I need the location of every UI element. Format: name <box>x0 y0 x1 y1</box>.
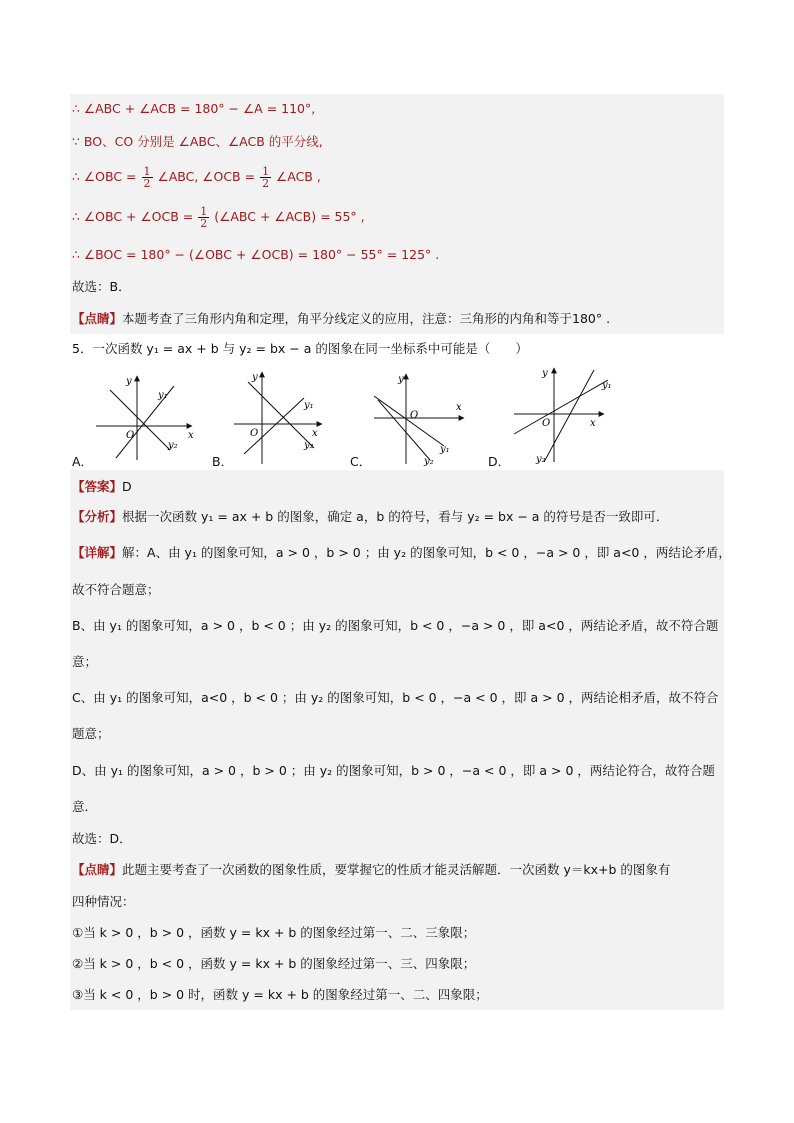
detail-tag: 【详解】 <box>72 545 123 560</box>
choice-b-line <box>72 278 131 296</box>
option-b[interactable]: B． <box>212 454 234 469</box>
detail-text: B、由 y₁ 的图象可知，a > 0 ，b < 0 ；由 y₂ 的图象可知，b < 0 ，−a > 0 ，即 a<0 ，两结论矛盾，故不符合题 <box>72 618 719 633</box>
proof-line-3 <box>72 162 321 192</box>
analysis-tag: 【分析】 <box>72 509 123 524</box>
choice-d-line <box>72 830 132 848</box>
point2-text: 四种情况： <box>72 894 135 909</box>
proof-text: ∠ABC, ∠OCB = <box>157 169 256 184</box>
graph-c <box>370 370 470 466</box>
case-text: ②当 k > 0 ，b < 0 ，函数 y = kx + b 的图象经过第一、三、四象限； <box>72 956 476 971</box>
point2-line-1 <box>72 861 670 879</box>
choice-text: 故选：B． <box>72 279 131 294</box>
proof-text: ∴ ∠OBC + ∠OCB = <box>72 209 194 224</box>
svg-text:O: O <box>126 430 135 441</box>
svg-text:O: O <box>250 428 259 439</box>
detail-text: 解：A、由 y₁ 的图象可知，a > 0 ，b > 0 ；由 y₂ 的图象可知，b < 0 ，−a > 0 ，即 a<0 ，两结论矛盾， <box>122 545 731 560</box>
question-text: 5．一次函数 y₁ = ax + b 与 y₂ = bx − a 的图象在同一坐标系中可能是（ ） <box>72 341 528 356</box>
svg-text:y₂: y₂ <box>304 440 314 451</box>
case-line-3 <box>72 986 488 1004</box>
svg-text:y₁: y₁ <box>158 390 168 401</box>
svg-text:O: O <box>410 410 419 421</box>
detail-line-1 <box>72 544 731 562</box>
graph-a <box>92 370 198 462</box>
graph-b <box>232 368 332 466</box>
detail-text: 题意； <box>72 726 110 741</box>
analysis-text: 根据一次函数 y₁ = ax + b 的图象，确定 a，b 的符号，看与 y₂ = bx − a 的符号是否一致即可． <box>122 509 669 524</box>
fraction-half: $\frac{1}{2}$ <box>262 165 270 190</box>
answer-tag: 【答案】 <box>72 479 123 494</box>
svg-text:x: x <box>188 430 194 441</box>
proof-line-2 <box>72 133 323 151</box>
option-c[interactable]: C． <box>350 454 372 469</box>
detail-line-4 <box>72 653 97 671</box>
svg-text:y₂: y₂ <box>168 440 178 451</box>
detail-text: C、由 y₁ 的图象可知，a<0 ，b < 0 ；由 y₂ 的图象可知，b < 0 ，−a < 0 ，即 a > 0 ，两结论相矛盾，故不符合 <box>72 690 719 705</box>
point-text: 本题考查了三角形内角和定理，角平分线定义的应用，注意：三角形的内角和等于180° . <box>122 311 611 326</box>
svg-text:x: x <box>456 402 462 413</box>
case-line-2 <box>72 955 475 973</box>
svg-text:y: y <box>126 376 132 387</box>
detail-line-2 <box>72 581 160 599</box>
svg-text:x: x <box>312 428 318 439</box>
svg-text:y₁: y₁ <box>602 380 612 391</box>
question-line <box>72 340 528 358</box>
proof-text: ∴ ∠OBC = <box>72 169 137 184</box>
option-d[interactable]: D． <box>488 454 511 469</box>
detail-text: D、由 y₁ 的图象可知，a > 0 ，b > 0 ；由 y₂ 的图象可知，b > 0 ，−a < 0 ，即 a > 0 ，两结论符合，故符合题 <box>72 763 715 778</box>
detail-line-5 <box>72 689 719 707</box>
option-a[interactable]: A． <box>72 454 94 469</box>
fraction-half: $\frac{1}{2}$ <box>143 165 151 190</box>
svg-text:x: x <box>590 418 596 429</box>
fraction-half: $\frac{1}{2}$ <box>200 205 208 230</box>
answer-value: D <box>122 479 132 494</box>
point-line <box>72 310 610 328</box>
choice-text: 故选：D． <box>72 831 132 846</box>
point2-text: 此题主要考查了一次函数的图象性质，要掌握它的性质才能灵活解题．一次函数 y＝kx+b 的图象有 <box>122 862 671 877</box>
svg-text:y: y <box>398 374 404 385</box>
proof-text: ∠ACB , <box>276 169 321 184</box>
point-tag: 【点睛】 <box>72 311 123 326</box>
svg-text:y₁: y₁ <box>304 400 314 411</box>
case-line-1 <box>72 924 475 942</box>
svg-text:O: O <box>542 418 551 429</box>
svg-text:y₂: y₂ <box>424 456 434 466</box>
proof-text: ∴ ∠ABC + ∠ACB = 180° − ∠A = 110°, <box>72 101 316 116</box>
proof-text: ∴ ∠BOC = 180° − (∠OBC + ∠OCB) = 180° − 55° = 125° . <box>72 247 440 262</box>
point2-line-2 <box>72 893 135 911</box>
svg-text:y: y <box>542 368 548 379</box>
proof-line-4 <box>72 202 365 232</box>
detail-line-3 <box>72 617 718 635</box>
proof-line-1 <box>72 100 315 118</box>
case-text: ③当 k < 0 ，b > 0 时，函数 y = kx + b 的图象经过第一、二、四象限； <box>72 987 488 1002</box>
proof-text: (∠ABC + ∠ACB) = 55° , <box>214 209 365 224</box>
analysis-line <box>72 508 668 526</box>
proof-text: ∵ BO、CO 分别是 ∠ABC、∠ACB 的平分线, <box>72 134 323 149</box>
detail-text: 意． <box>72 799 98 814</box>
detail-text: 意； <box>72 654 98 669</box>
svg-text:y₁: y₁ <box>440 444 450 455</box>
point2-tag: 【点睛】 <box>72 862 123 877</box>
detail-line-7 <box>72 762 715 780</box>
case-text: ①当 k > 0 ，b > 0 ，函数 y = kx + b 的图象经过第一、二、三象限； <box>72 925 476 940</box>
graph-d <box>510 364 614 464</box>
svg-text:y: y <box>252 372 258 383</box>
answer-line <box>72 478 132 496</box>
proof-line-5 <box>72 246 439 264</box>
detail-line-6 <box>72 725 110 743</box>
detail-text: 故不符合题意； <box>72 582 160 597</box>
detail-line-8 <box>72 798 97 816</box>
svg-text:y₂: y₂ <box>536 454 546 464</box>
